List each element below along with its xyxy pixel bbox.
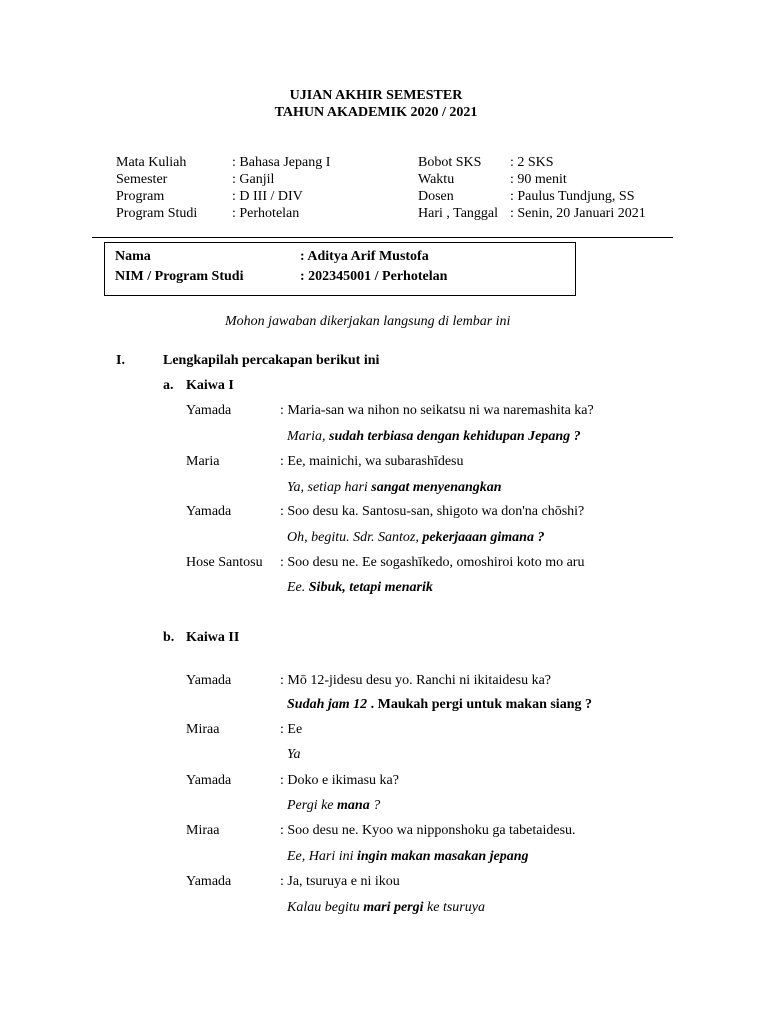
info-label-course: Mata Kuliah — [116, 155, 187, 170]
kaiwa2-title: Kaiwa II — [186, 630, 240, 645]
dialogue-line: : Ee, mainichi, wa subarashīdesu — [280, 454, 464, 469]
info-value-credits: : 2 SKS — [510, 155, 554, 170]
instruction-text: Mohon jawaban dikerjakan langsung di lembar ini — [225, 314, 511, 329]
dialogue-line: : Mō 12-jidesu desu yo. Ranchi ni ikitaidesu ka? — [280, 673, 552, 688]
answer-line: Pergi ke mana ? — [287, 798, 381, 813]
info-label-credits: Bobot SKS — [418, 155, 482, 170]
dialogue-line: : Soo desu ka. Santosu-san, shigoto wa don'na chōshi? — [280, 504, 585, 519]
dialogue-speaker: Yamada — [186, 773, 232, 788]
info-label-study-program: Program Studi — [116, 206, 198, 221]
dialogue-line: : Doko e ikimasu ka? — [280, 773, 399, 788]
kaiwa2-letter: b. — [163, 630, 175, 645]
dialogue-line: : Soo desu ne. Ee sogashīkedo, omoshiroi koto mo aru — [280, 555, 585, 570]
answer-line: Maria, sudah terbiasa dengan kehidupan Jepang ? — [287, 429, 581, 444]
answer-line: Ee. Sibuk, tetapi menarik — [287, 580, 433, 595]
dialogue-speaker: Yamada — [186, 403, 232, 418]
page-subtitle: TAHUN AKADEMIK 2020 / 2021 — [274, 105, 478, 120]
answer-line: Sudah jam 12 . Maukah pergi untuk makan siang ? — [287, 697, 592, 712]
section-number: I. — [116, 353, 125, 368]
answer-line: Ya, setiap hari sangat menyenangkan — [287, 480, 502, 495]
dialogue-line: : Soo desu ne. Kyoo wa nipponshoku ga tabetaidesu. — [280, 823, 576, 838]
info-value-date: : Senin, 20 Januari 2021 — [510, 206, 646, 221]
dialogue-line: : Maria-san wa nihon no seikatsu ni wa naremashita ka? — [280, 403, 594, 418]
dialogue-speaker: Miraa — [186, 823, 220, 838]
info-value-lecturer: : Paulus Tundjung, SS — [510, 189, 635, 204]
info-label-time: Waktu — [418, 172, 455, 187]
dialogue-speaker: Yamada — [186, 673, 232, 688]
dialogue-line: : Ee — [280, 722, 303, 737]
answer-line: Ee, Hari ini ingin makan masakan jepang — [287, 849, 529, 864]
info-value-semester: : Ganjil — [232, 172, 275, 187]
dialogue-speaker: Maria — [186, 454, 220, 469]
dialogue-speaker: Yamada — [186, 504, 232, 519]
dialogue-speaker: Yamada — [186, 874, 232, 889]
student-name-label: Nama — [115, 249, 151, 264]
section-title: Lengkapilah percakapan berikut ini — [163, 353, 380, 368]
info-value-program: : D III / DIV — [232, 189, 303, 204]
info-value-course: : Bahasa Jepang I — [232, 155, 331, 170]
student-name-value: : Aditya Arif Mustofa — [300, 249, 429, 264]
info-value-study-program: : Perhotelan — [232, 206, 300, 221]
info-label-program: Program — [116, 189, 165, 204]
dialogue-line: : Ja, tsuruya e ni ikou — [280, 874, 400, 889]
student-nim-label: NIM / Program Studi — [115, 269, 244, 284]
info-label-date: Hari , Tanggal — [418, 206, 499, 221]
answer-line: Ya — [287, 747, 301, 762]
answer-line: Kalau begitu mari pergi ke tsuruya — [287, 900, 485, 915]
dialogue-speaker: Hose Santosu — [186, 555, 263, 570]
answer-line: Oh, begitu. Sdr. Santoz, pekerjaaan gimana ? — [287, 530, 545, 545]
kaiwa1-letter: a. — [163, 378, 174, 393]
dialogue-speaker: Miraa — [186, 722, 220, 737]
kaiwa1-title: Kaiwa I — [186, 378, 234, 393]
divider — [92, 237, 673, 238]
student-nim-value: : 202345001 / Perhotelan — [300, 269, 448, 284]
info-label-semester: Semester — [116, 172, 168, 187]
info-value-time: : 90 menit — [510, 172, 567, 187]
info-label-lecturer: Dosen — [418, 189, 454, 204]
page-title: UJIAN AKHIR SEMESTER — [289, 88, 463, 103]
